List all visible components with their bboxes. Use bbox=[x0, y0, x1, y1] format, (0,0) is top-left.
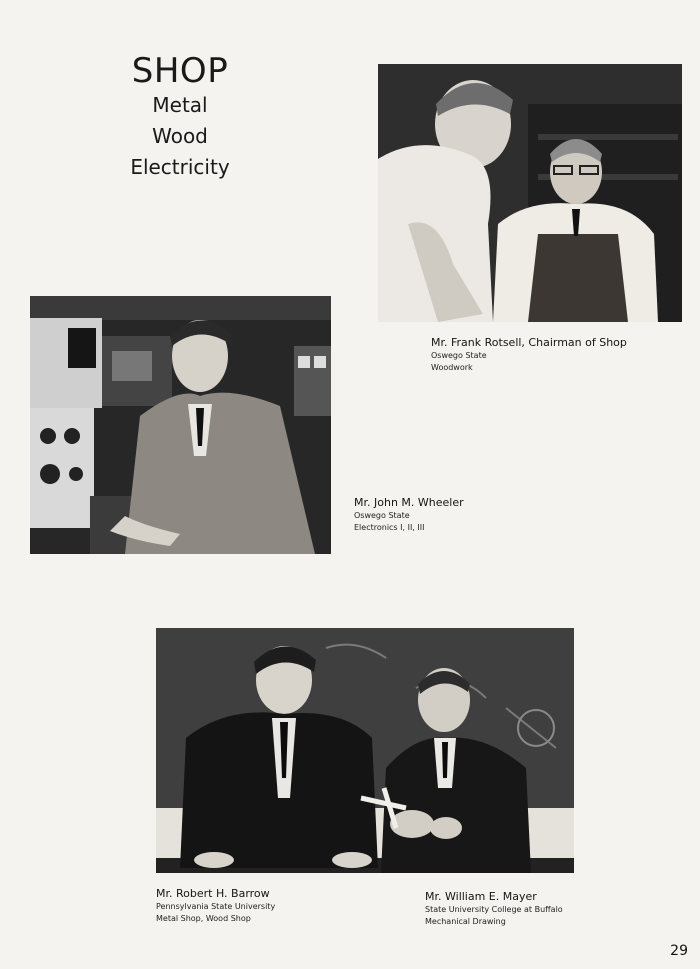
caption-rotsell-name: Mr. Frank Rotsell, Chairman of Shop bbox=[431, 336, 627, 349]
page-number: 29 bbox=[670, 943, 688, 959]
caption-wheeler bbox=[354, 495, 554, 534]
caption-wheeler-name: Mr. John M. Wheeler bbox=[354, 496, 464, 509]
photo-barrow-mayer bbox=[156, 628, 574, 873]
caption-wheeler-school: Oswego State bbox=[354, 511, 410, 520]
caption-rotsell-school: Oswego State bbox=[431, 351, 487, 360]
subject-metal: Metal bbox=[152, 93, 208, 117]
caption-barrow-subject: Metal Shop, Wood Shop bbox=[156, 914, 251, 923]
photo-barrow-mayer-illustration bbox=[156, 628, 574, 873]
caption-barrow-name: Mr. Robert H. Barrow bbox=[156, 887, 270, 900]
photo-rotsell bbox=[378, 64, 682, 322]
photo-rotsell-illustration bbox=[378, 64, 682, 322]
subject-electricity: Electricity bbox=[130, 155, 230, 179]
section-heading bbox=[110, 52, 250, 183]
caption-barrow bbox=[156, 886, 376, 925]
photo-wheeler bbox=[30, 296, 331, 554]
caption-mayer-school: State University College at Buffalo bbox=[425, 905, 563, 914]
caption-barrow-school: Pennsylvania State University bbox=[156, 902, 276, 911]
caption-mayer-subject: Mechanical Drawing bbox=[425, 917, 506, 926]
caption-rotsell bbox=[431, 335, 691, 374]
photo-wheeler-illustration bbox=[30, 296, 331, 554]
caption-mayer bbox=[425, 889, 655, 928]
caption-mayer-name: Mr. William E. Mayer bbox=[425, 890, 537, 903]
page-title: SHOP bbox=[131, 51, 229, 91]
caption-wheeler-subject: Electronics I, II, III bbox=[354, 523, 425, 532]
caption-rotsell-subject: Woodwork bbox=[431, 363, 473, 372]
subject-wood: Wood bbox=[152, 124, 208, 148]
